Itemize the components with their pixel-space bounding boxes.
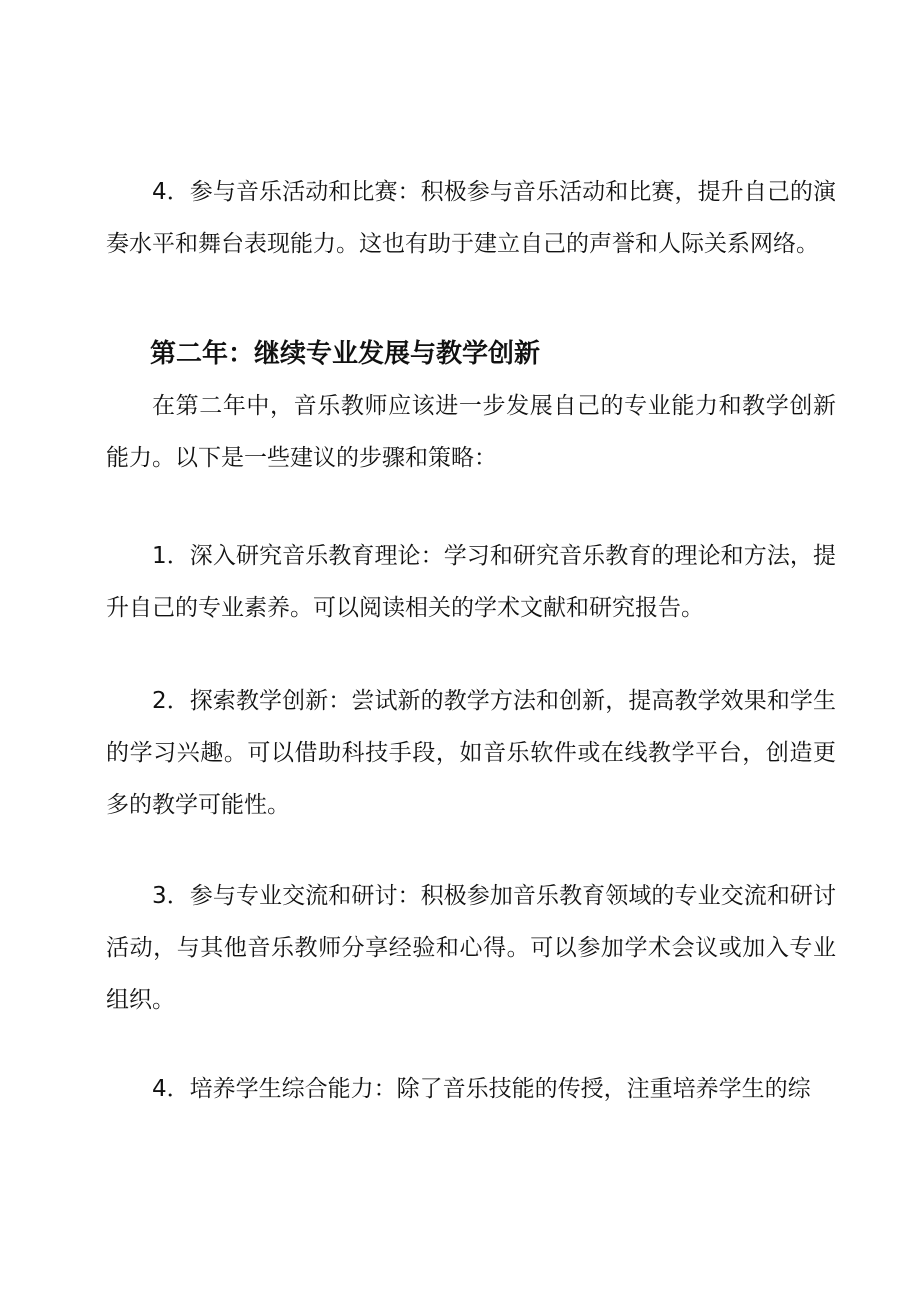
section-heading-year-two: 第二年：继续专业发展与教学创新 [150,339,541,369]
paragraph-teaching-innovation: 2．探索教学创新：尝试新的教学方法和创新，提高教学效果和学生的学习兴趣。可以借助科技手段，如音乐软件或在线教学平台，创造更多的教学可能性。 [106,688,836,818]
paragraph-year-two-intro: 在第二年中，音乐教师应该进一步发展自己的专业能力和教学创新能力。以下是一些建议的步骤和策略： [106,393,836,471]
paragraph-research-theory: 1．深入研究音乐教育理论：学习和研究音乐教育的理论和方法，提升自己的专业素养。可以阅读相关的学术文献和研究报告。 [106,543,836,621]
paragraph-music-activities: 4．参与音乐活动和比赛：积极参与音乐活动和比赛，提升自己的演奏水平和舞台表现能力。这也有助于建立自己的声誉和人际关系网络。 [106,179,836,257]
paragraph-student-abilities: 4．培养学生综合能力：除了音乐技能的传授，注重培养学生的综 [152,1076,811,1102]
paragraph-professional-exchange: 3．参与专业交流和研讨：积极参加音乐教育领域的专业交流和研讨活动，与其他音乐教师分享经验和心得。可以参加学术会议或加入专业组织。 [106,883,836,1013]
